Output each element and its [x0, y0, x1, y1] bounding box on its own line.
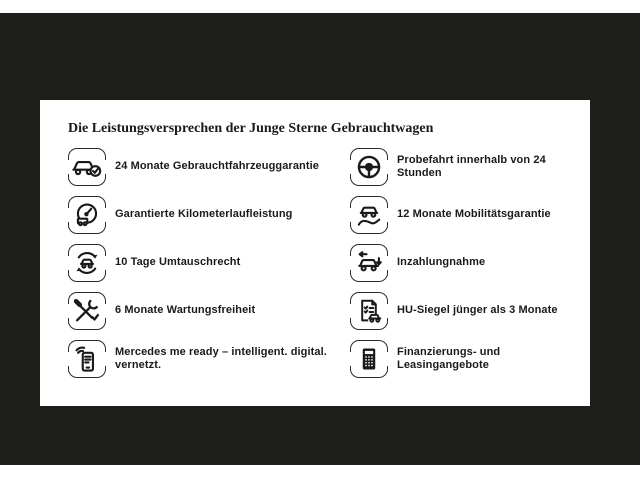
- car-check-icon: [68, 148, 106, 186]
- benefits-card: [40, 100, 590, 406]
- benefit-label: Finanzierungs- und Leasingangebote: [397, 345, 501, 371]
- benefit-item: [68, 287, 350, 335]
- car-exchange-icon: [68, 244, 106, 282]
- workshop-tools-icon: [68, 292, 106, 330]
- benefit-label: 6 Monate Wartungsfreiheit: [115, 304, 256, 317]
- page-title: Die Leistungsversprechen der Junge Sterne Gebrauchtwagen: [68, 121, 434, 136]
- benefit-label: 10 Tage Umtauschrecht: [115, 256, 241, 269]
- benefit-label: 12 Monate Mobilitätsgarantie: [397, 208, 551, 221]
- benefit-item: [68, 191, 350, 239]
- benefit-label: HU-Siegel jünger als 3 Monate: [397, 304, 558, 317]
- benefit-label: Inzahlungnahme: [397, 256, 486, 269]
- benefit-item: [68, 239, 350, 287]
- benefit-item: [350, 143, 590, 191]
- benefit-item: [350, 191, 590, 239]
- smartphone-connect-icon: [68, 340, 106, 378]
- benefit-item: [350, 239, 590, 287]
- benefit-item: [68, 335, 350, 383]
- benefits-grid: [68, 143, 590, 383]
- calculator-icon: [350, 340, 388, 378]
- benefit-label: Garantierte Kilometerlaufleistung: [115, 208, 293, 221]
- car-trade-icon: [350, 244, 388, 282]
- steering-wheel-icon: [350, 148, 388, 186]
- car-hand-icon: [350, 196, 388, 234]
- benefit-label: 24 Monate Gebrauchtfahrzeuggarantie: [115, 160, 319, 173]
- benefit-item: [350, 287, 590, 335]
- inspection-document-icon: [350, 292, 388, 330]
- benefit-item: [350, 335, 590, 383]
- benefit-label: Mercedes me ready – intelligent. digital. vernetzt.: [115, 345, 327, 371]
- benefit-label: Probefahrt innerhalb von 24 Stunden: [397, 153, 546, 179]
- dark-background: [0, 13, 640, 465]
- benefit-item: [68, 143, 350, 191]
- speedometer-icon: [68, 196, 106, 234]
